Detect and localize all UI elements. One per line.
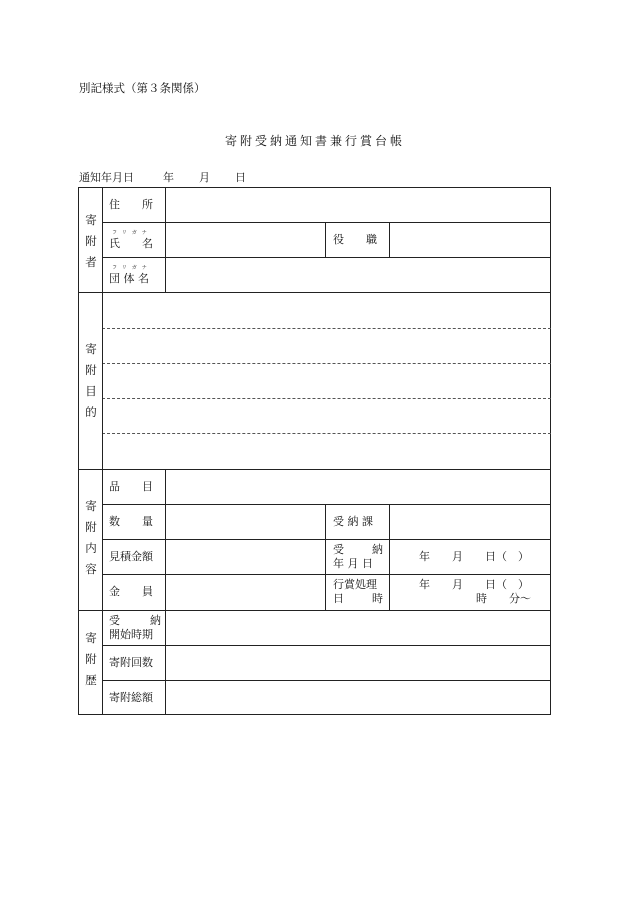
column-divider — [102, 188, 103, 715]
name-furigana-label: フリガナ — [112, 230, 152, 236]
column-divider — [165, 469, 166, 715]
row-divider — [102, 504, 551, 505]
acceptance-start-label: 受 納 — [109, 614, 161, 627]
position-label: 役 職 — [333, 233, 377, 246]
column-divider — [389, 504, 390, 610]
estimated-amount-label: 見積金額 — [109, 550, 153, 563]
purpose-section-label: 寄 附 目 的 — [85, 342, 97, 419]
notification-date-label: 通知年月日 — [79, 171, 134, 184]
section-divider — [79, 610, 551, 611]
history-section-label: 寄 附 歴 — [85, 631, 97, 687]
award-date-value: 年 月 日（ ） — [419, 578, 529, 591]
organization-label: 団 体 名 — [109, 272, 149, 285]
row-divider — [102, 539, 551, 540]
notification-day-label: 日 — [235, 171, 246, 184]
donor-section-label: 寄 附 者 — [85, 213, 97, 269]
register-table — [78, 187, 551, 715]
document-title: 寄附受納通知書兼行賞台帳 — [224, 134, 405, 148]
acceptance-date-value: 年 月 日（ ） — [419, 550, 529, 563]
column-divider — [165, 188, 166, 292]
writing-line — [102, 398, 551, 399]
row-divider — [102, 645, 551, 646]
column-divider — [389, 222, 390, 257]
donation-total-label: 寄附総額 — [109, 691, 153, 704]
notification-date-row — [79, 169, 246, 185]
section-divider — [79, 292, 551, 293]
section-divider — [79, 469, 551, 470]
donation-count-label: 寄附回数 — [109, 656, 153, 669]
cash-amount-label: 金 員 — [109, 585, 153, 598]
writing-line — [102, 363, 551, 364]
row-divider — [102, 574, 551, 575]
form-reference-note: 別記様式（第３条関係） — [79, 81, 206, 95]
acceptance-date-label-line2: 年 月 日 — [333, 557, 373, 570]
row-divider — [102, 222, 551, 223]
item-label: 品 目 — [109, 480, 153, 493]
notification-year-label: 年 — [163, 171, 174, 184]
address-label: 住 所 — [109, 198, 153, 211]
quantity-label: 数 量 — [109, 515, 153, 528]
writing-line — [102, 433, 551, 434]
column-divider — [325, 504, 326, 610]
row-divider — [102, 680, 551, 681]
receiving-department-label: 受 納 課 — [333, 515, 373, 528]
content-section-label: 寄 附 内 容 — [85, 499, 97, 576]
writing-line — [102, 328, 551, 329]
acceptance-start-label-line2: 開始時期 — [109, 628, 153, 641]
column-divider — [325, 222, 326, 257]
row-divider — [102, 257, 551, 258]
award-processing-label-line2: 日 時 — [333, 592, 383, 605]
name-label: 氏 名 — [109, 237, 153, 250]
notification-month-label: 月 — [199, 171, 210, 184]
award-time-value: 時 分～ — [476, 592, 531, 605]
org-furigana-label: フリガナ — [112, 265, 152, 271]
award-processing-label: 行賞処理 — [333, 578, 377, 591]
acceptance-date-label: 受 納 — [333, 543, 383, 556]
